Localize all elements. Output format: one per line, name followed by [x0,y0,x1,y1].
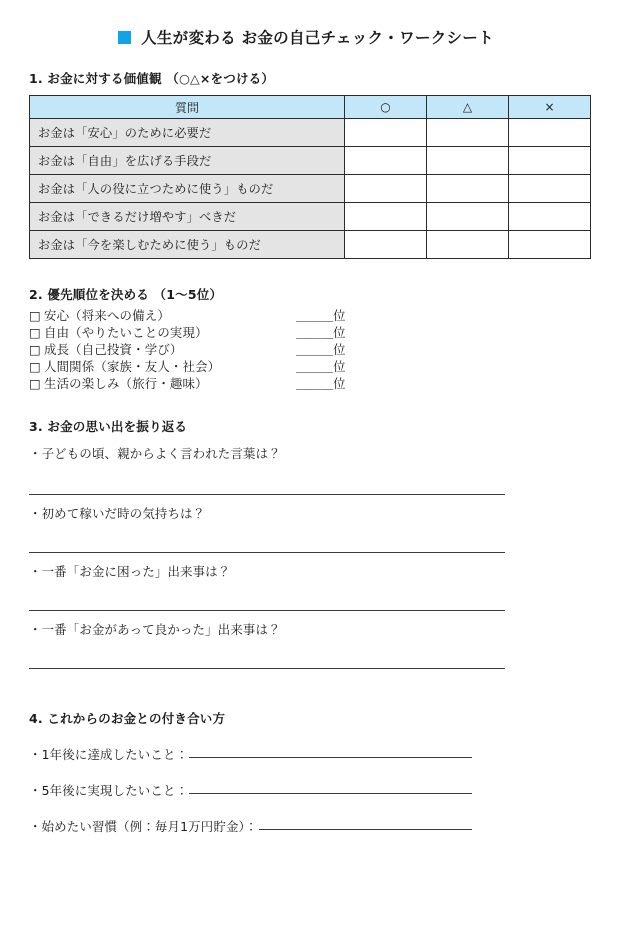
future-field-row [29,781,618,799]
section-1-heading: 1. お金に対する価値観 （○△×をつける） [29,71,275,86]
rank-blank[interactable]: ＿＿＿位 [296,325,346,340]
checkbox-icon[interactable]: □ [29,342,41,357]
answer-cell-triangle[interactable] [427,175,509,203]
answer-cell-circle[interactable] [345,147,427,175]
answer-cell-cross[interactable] [509,231,591,259]
column-header-cross: × [509,96,591,119]
answer-cell-cross[interactable] [509,175,591,203]
section-3-heading: 3. お金の思い出を振り返る [29,419,188,434]
future-field-input[interactable] [259,818,472,830]
blue-square-icon [118,31,131,44]
checkbox-icon[interactable]: □ [29,308,41,323]
memory-question-block [0,562,618,611]
rank-blank[interactable]: ＿＿＿位 [296,308,346,323]
document-title [0,26,618,48]
table-row [30,203,591,231]
answer-cell-cross[interactable] [509,203,591,231]
answer-cell-cross[interactable] [509,147,591,175]
document-title-text: 人生が変わる お金の自己チェック・ワークシート [141,29,494,47]
rank-blank[interactable]: ＿＿＿位 [296,376,346,391]
answer-cell-circle[interactable] [345,203,427,231]
priority-label: 成長（自己投資・学び） [44,342,183,357]
values-table-body [30,119,591,259]
list-item [29,341,618,358]
answer-rule[interactable] [29,552,505,553]
answer-cell-circle[interactable] [345,119,427,147]
priority-list [29,307,618,392]
future-field-label: ・始めたい習慣（例：毎月1万円貯金）： [29,819,258,834]
future-field-input[interactable] [189,746,472,758]
table-row [30,175,591,203]
table-row [30,147,591,175]
list-item [29,324,618,341]
future-field-row [29,745,618,763]
checkbox-icon[interactable]: □ [29,359,41,374]
priority-label: 人間関係（家族・友人・社会） [44,359,221,374]
worksheet-page [0,26,618,939]
section-2-heading: 2. 優先順位を決める （1〜5位） [29,287,223,302]
future-field-label: ・1年後に達成したいこと： [29,747,189,762]
future-field-label: ・5年後に実現したいこと： [29,783,189,798]
answer-cell-triangle[interactable] [427,119,509,147]
rank-blank[interactable]: ＿＿＿位 [296,342,346,357]
answer-cell-circle[interactable] [345,231,427,259]
memory-question-prompt: ・一番「お金があって良かった」出来事は？ [29,622,281,637]
table-row [30,231,591,259]
column-header-triangle: △ [427,96,509,119]
answer-cell-circle[interactable] [345,175,427,203]
memory-question-block [0,444,618,495]
answer-cell-triangle[interactable] [427,203,509,231]
future-field-row [29,817,618,835]
rank-blank[interactable]: ＿＿＿位 [296,359,346,374]
answer-rule[interactable] [29,668,505,669]
priority-label: 安心（将来への備え） [44,308,170,323]
question-text: お金は「人の役に立つために使う」ものだ [30,175,345,203]
column-header-circle: ○ [345,96,427,119]
future-field-input[interactable] [189,782,472,794]
column-header-question: 質問 [30,96,345,119]
table-row [30,119,591,147]
values-table [29,95,591,259]
list-item [29,358,618,375]
checkbox-icon[interactable]: □ [29,325,41,340]
memory-question-block [0,620,618,669]
answer-rule[interactable] [29,610,505,611]
memory-question-prompt: ・一番「お金に困った」出来事は？ [29,564,231,579]
question-text: お金は「安心」のために必要だ [30,119,345,147]
question-text: お金は「できるだけ増やす」べきだ [30,203,345,231]
section-4-heading: 4. これからのお金との付き合い方 [29,711,226,726]
values-table-head [30,96,591,119]
memory-question-prompt: ・初めて稼いだ時の気持ちは？ [29,506,206,521]
memory-question-block [0,504,618,553]
priority-label: 生活の楽しみ（旅行・趣味） [44,376,208,391]
table-header-row [30,96,591,119]
answer-rule[interactable] [29,494,505,495]
question-text: お金は「自由」を広げる手段だ [30,147,345,175]
memory-question-prompt: ・子どもの頃、親からよく言われた言葉は？ [29,446,281,461]
priority-label: 自由（やりたいことの実現） [44,325,208,340]
question-text: お金は「今を楽しむために使う」ものだ [30,231,345,259]
checkbox-icon[interactable]: □ [29,376,41,391]
answer-cell-triangle[interactable] [427,231,509,259]
list-item [29,307,618,324]
answer-cell-cross[interactable] [509,119,591,147]
answer-cell-triangle[interactable] [427,147,509,175]
list-item [29,375,618,392]
